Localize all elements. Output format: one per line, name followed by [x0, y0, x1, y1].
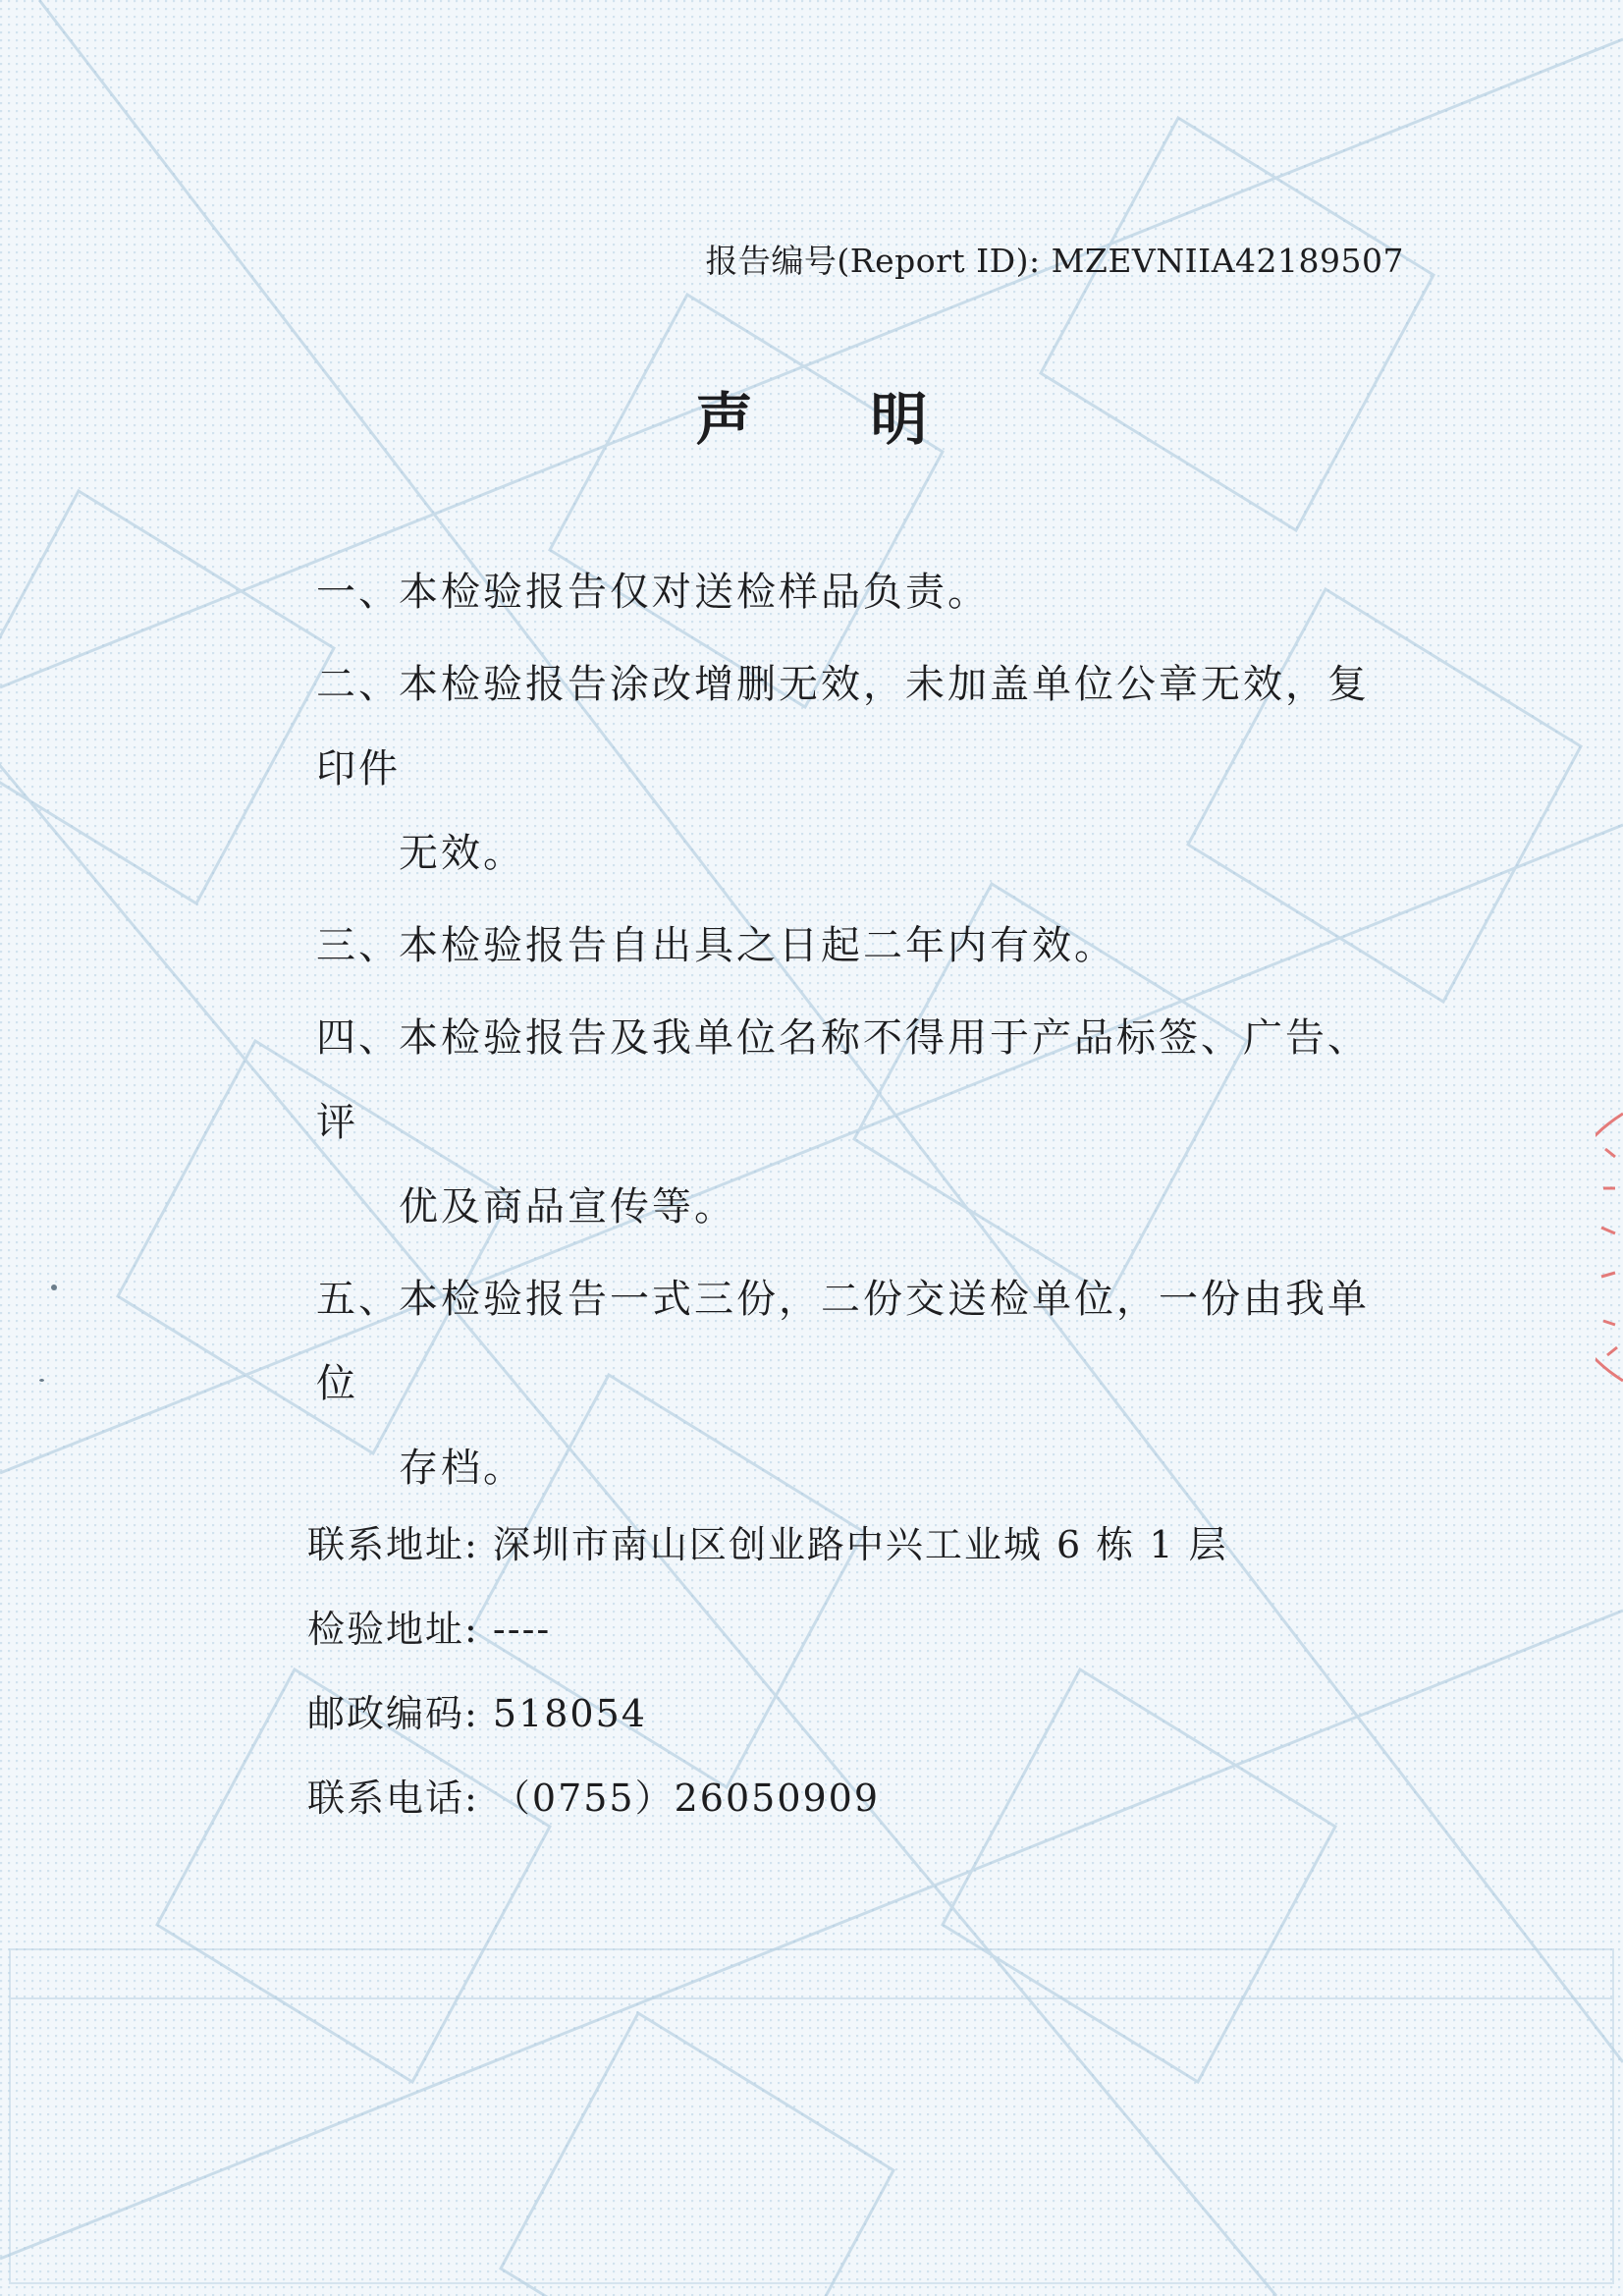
clause-number: 三、 [316, 923, 401, 968]
seal-stamp-fragment [1596, 1110, 1623, 1385]
test-address-value: ---- [492, 1608, 552, 1651]
postcode-value: 518054 [492, 1692, 647, 1735]
phone-value: （0755）26050909 [492, 1777, 881, 1820]
contact-address-row [307, 1503, 1228, 1587]
clause-text-continued: 存档。 [399, 1446, 525, 1491]
title-char-1: 声 [695, 386, 753, 453]
clause-number: 一、 [316, 570, 401, 615]
address-value: 深圳市南山区创业路中兴工业城 6 栋 1 层 [492, 1523, 1228, 1566]
report-id [705, 236, 1404, 282]
clause-text: 本检验报告一式三份，二份交送检单位，一份由我单位 [316, 1277, 1370, 1406]
page-title [0, 373, 1623, 456]
contact-info [307, 1503, 1228, 1840]
clause-4 [316, 996, 1406, 1249]
clause-text: 本检验报告及我单位名称不得用于产品标签、广告、评 [316, 1015, 1370, 1145]
clause-number: 四、 [316, 1015, 401, 1061]
test-address-label: 检验地址: [307, 1608, 479, 1651]
postcode-label: 邮政编码: [307, 1692, 479, 1735]
clause-1 [316, 550, 1406, 634]
report-id-value: MZEVNIIA42189507 [1051, 242, 1404, 280]
phone-row [307, 1756, 1228, 1840]
clause-text: 本检验报告涂改增删无效，未加盖单位公章无效，复印件 [316, 662, 1370, 792]
clause-number: 五、 [316, 1277, 401, 1322]
scan-speck [51, 1285, 57, 1290]
clause-2 [316, 642, 1406, 896]
declaration-clauses [316, 550, 1406, 1518]
phone-label: 联系电话: [307, 1777, 479, 1820]
clause-text: 本检验报告仅对送检样品负责。 [399, 570, 990, 615]
test-address-row [307, 1587, 1228, 1671]
postcode-row [307, 1671, 1228, 1756]
clause-text: 本检验报告自出具之日起二年内有效。 [399, 923, 1116, 968]
clause-text-continued: 无效。 [399, 831, 525, 876]
report-id-label: 报告编号(Report ID): [705, 242, 1041, 280]
clause-5 [316, 1257, 1406, 1510]
clause-number: 二、 [316, 662, 401, 707]
clause-3 [316, 903, 1406, 988]
scan-speck [39, 1379, 44, 1382]
title-char-2: 明 [870, 386, 928, 453]
address-label: 联系地址: [307, 1523, 479, 1566]
clause-text-continued: 优及商品宣传等。 [399, 1184, 736, 1230]
